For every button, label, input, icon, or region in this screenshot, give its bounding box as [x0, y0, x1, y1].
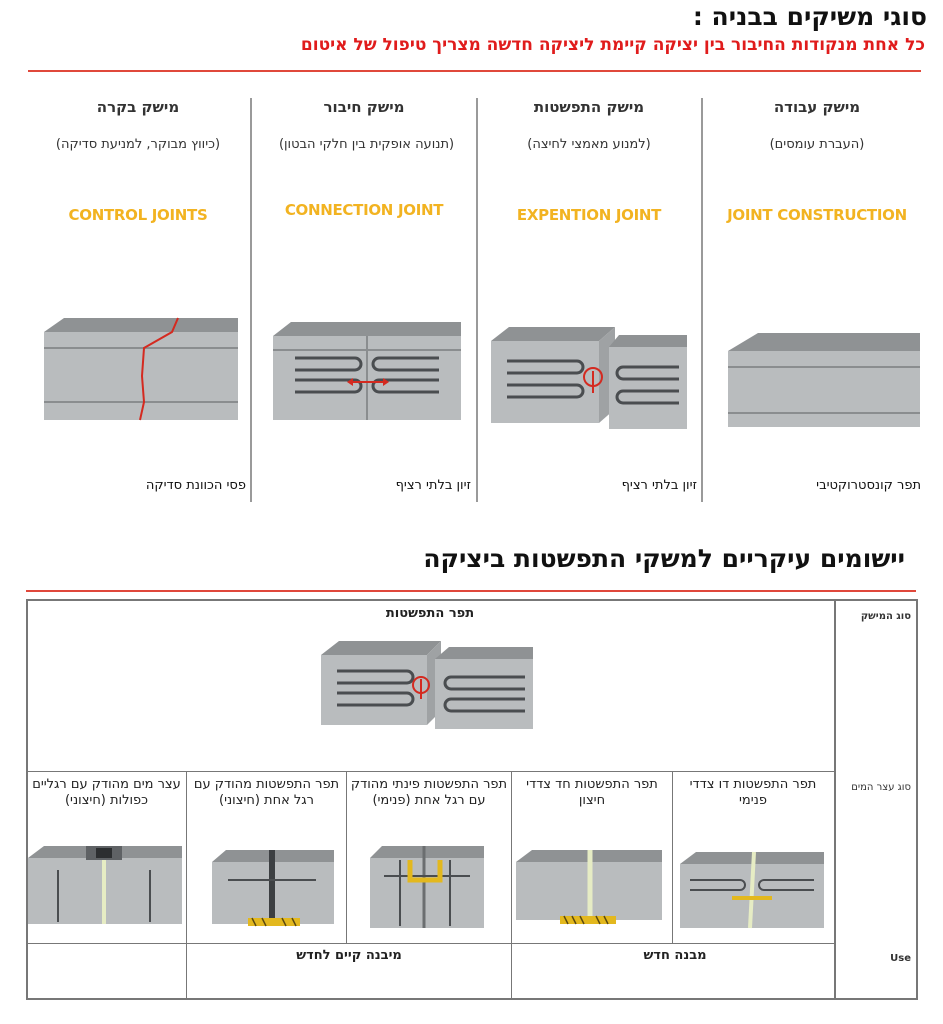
column-divider: [250, 98, 252, 502]
table-border: [26, 599, 28, 1000]
water-stop-illustration: [212, 850, 336, 932]
water-stop-illustration: [28, 846, 184, 928]
control-joint-illustration: [44, 318, 240, 422]
table-divider: [672, 771, 673, 944]
connection-joint-illustration: [273, 322, 463, 422]
column-description: (תנועה אופקית בין חלקי הבטון): [278, 137, 455, 152]
page-subtitle: כל אחת מנקודות החיבור בין יציקה קיימת ליציקה חדשה מצריך טיפול של איטום: [300, 35, 925, 55]
column-title: מישק עבודה: [773, 98, 861, 116]
table-divider: [511, 771, 512, 999]
title-underline: [28, 70, 921, 72]
water-stop-cell: תפר התפשטות פינתי מהודק עם רגל אחת (פנימי): [350, 777, 508, 808]
column-title: מישק התפשטות: [533, 98, 645, 116]
use-existing-building: מיבנה קיים לחדש: [296, 948, 402, 963]
row-label-joint-type: סוג המישק: [860, 611, 911, 622]
column-english-label: CONNECTION JOINT: [284, 201, 444, 219]
column-english-label: JOINT CONSTRUCTION: [727, 206, 907, 224]
column-footnote: זיון בלתי רציף: [395, 478, 471, 493]
table-border: [26, 599, 918, 601]
joint-types-panel: [0, 0, 943, 506]
column-divider: [476, 98, 478, 502]
water-stop-cell: תפר התפשטות דו צדדי פנימי: [689, 777, 817, 808]
row-label-use: Use: [890, 953, 911, 964]
table-border: [916, 599, 918, 1000]
column-title: מישק חיבור: [323, 98, 405, 116]
table-divider: [834, 599, 836, 1000]
water-stop-illustration: [516, 850, 664, 930]
water-stop-cell: תפר התפשטות מהודק עם רגל אחת (חיצוני): [193, 777, 340, 808]
column-footnote: זיון בלתי רציף: [621, 478, 697, 493]
column-description: (כיווץ מבוקר, למניעת סדיקה): [55, 137, 221, 152]
water-stop-cell: עצר מים מהודק עם רגליים כפולות (חיצוני): [32, 777, 181, 808]
water-stop-illustration: [680, 852, 826, 930]
section-underline: [26, 590, 916, 592]
page-title: סוגי משיקים בבניה :: [692, 2, 927, 31]
table-border: [26, 998, 918, 1000]
column-footnote: תפר קונסטרוקטיבי: [816, 478, 921, 493]
section-title: יישומים עיקריים למשקי התפשטות ביציקה: [423, 544, 905, 573]
column-description: (למנוע מאמצי לחיצה): [527, 137, 651, 152]
table-divider: [346, 771, 347, 944]
water-stop-cell: תפר התפשטות חד צדדי חיצון: [526, 777, 658, 808]
column-divider: [701, 98, 703, 502]
column-footnote: פסי הכוונת סדיקה: [145, 478, 246, 493]
joint-type-header: תפר התפשטות: [385, 606, 475, 621]
expansion-joint-main-illustration: [321, 641, 537, 731]
expansion-joint-illustration: [491, 327, 691, 431]
construction-joint-illustration: [728, 333, 922, 429]
column-title: מישק בקרה: [96, 98, 180, 116]
table-divider: [26, 943, 836, 944]
table-divider: [186, 771, 187, 999]
column-english-label: EXPENTION JOINT: [516, 206, 662, 224]
water-stop-illustration: [370, 846, 486, 930]
table-divider: [26, 771, 836, 772]
column-description: (העברת עומסים): [769, 137, 865, 152]
row-label-water-stop: סוג עצר המים: [851, 782, 911, 793]
column-english-label: CONTROL JOINTS: [68, 206, 208, 224]
section-gap: [0, 506, 943, 534]
use-new-building: מבנה חדש: [643, 948, 707, 963]
